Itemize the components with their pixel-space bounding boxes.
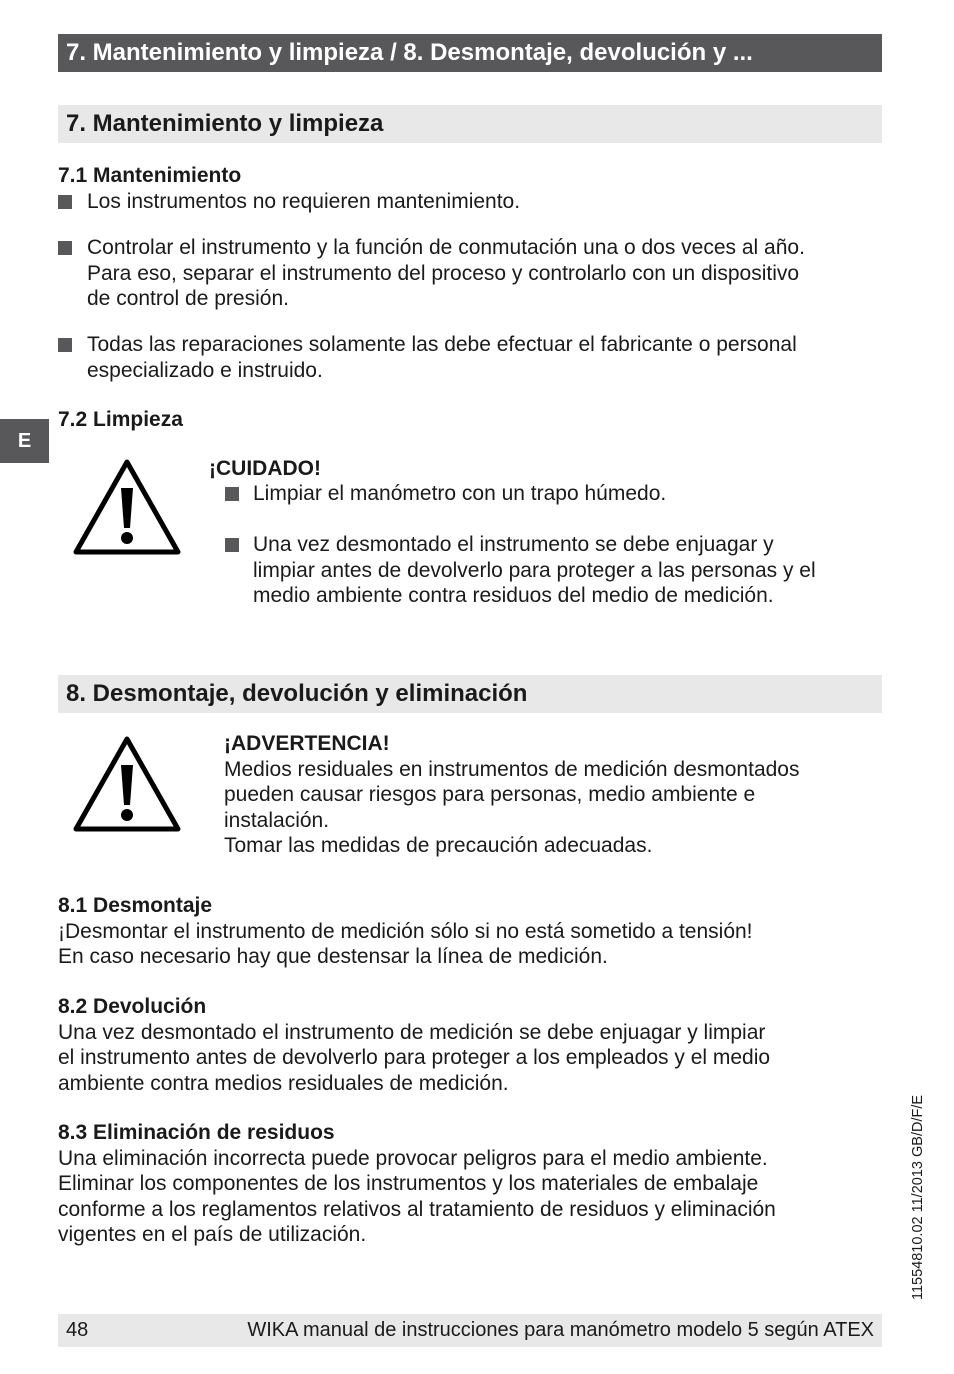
paragraph-line: vigentes en el país de utilización. [58,1223,367,1246]
list-item: Limpiar el manómetro con un trapo húmedo. [225,481,875,507]
bullet-square-icon [58,241,72,255]
warning-text-line: Medios residuales en instrumentos de medición desmontados [224,757,800,781]
caution-label: ¡CUIDADO! [209,457,321,480]
warning-triangle-icon [72,458,182,556]
bullet-square-icon [225,538,239,552]
paragraph-line: En caso necesario hay que destensar la línea de medición. [58,945,608,968]
subsection-8-3-title: 8.3 Eliminación de residuos [58,1121,335,1144]
list-item: Controlar el instrumento y la función de conmutación una o dos veces al año. Para eso, separar el instrumento del proceso y controlarlo con un dispositivo de control de presión. [58,235,878,312]
paragraph-line: Una vez desmontado el instrumento de medición se debe enjuagar y limpiar [58,1020,766,1044]
subsection-8-3 [58,1120,776,1248]
list-item: Una vez desmontado el instrumento se debe enjuagar y limpiar antes de devolverlo para proteger a las personas y el medio ambiente contra residuos del medio de medición. [225,532,875,609]
bullet-square-icon [225,487,239,501]
language-tab: E [0,419,49,463]
subsection-8-2-title: 8.2 Devolución [58,995,207,1018]
bullet-square-icon [58,195,72,209]
section-7-heading: 7. Mantenimiento y limpieza [58,105,882,143]
footer-text: WIKA manual de instrucciones para manómetro modelo 5 según ATEX [247,1319,874,1341]
warning-block [224,731,799,859]
list-item: Los instrumentos no requieren mantenimiento. [58,189,878,215]
warning-text-line: instalación. [224,808,330,832]
subsection-8-1 [58,893,753,970]
page-number: 48 [66,1319,89,1341]
paragraph-line: ¡Desmontar el instrumento de medición sólo si no está sometido a tensión! [58,919,753,943]
warning-triangle-icon [72,735,182,833]
list-item: Todas las reparaciones solamente las debe efectuar el fabricante o personal especializado e instruido. [58,332,878,383]
subsection-7-2-title: 7.2 Limpieza [58,408,183,431]
paragraph-line: el instrumento antes de devolverlo para proteger a los empleados y el medio [58,1046,771,1069]
paragraph-line: Una eliminación incorrecta puede provocar peligros para el medio ambiente. [58,1146,768,1170]
page-header: 7. Mantenimiento y limpieza / 8. Desmontaje, devolución y ... [58,34,882,72]
subsection-8-2 [58,994,770,1096]
paragraph-line: ambiente contra medios residuales de medición. [58,1071,509,1095]
document-code: 11554810.02 11/2013 GB/D/F/E [910,1094,926,1300]
bullet-square-icon [58,338,72,352]
paragraph-line: conforme a los reglamentos relativos al tratamiento de residuos y eliminación [58,1197,776,1221]
warning-text-line: pueden causar riesgos para personas, medio ambiente e [224,783,756,806]
paragraph-line: Eliminar los componentes de los instrumentos y los materiales de embalaje [58,1172,759,1195]
warning-text-line: Tomar las medidas de precaución adecuadas. [224,834,653,857]
subsection-8-1-title: 8.1 Desmontaje [58,894,213,917]
section-8-heading: 8. Desmontaje, devolución y eliminación [58,675,882,713]
subsection-7-1-title: 7.1 Mantenimiento [58,164,242,187]
page-footer [58,1314,882,1347]
warning-label: ¡ADVERTENCIA! [224,732,390,755]
